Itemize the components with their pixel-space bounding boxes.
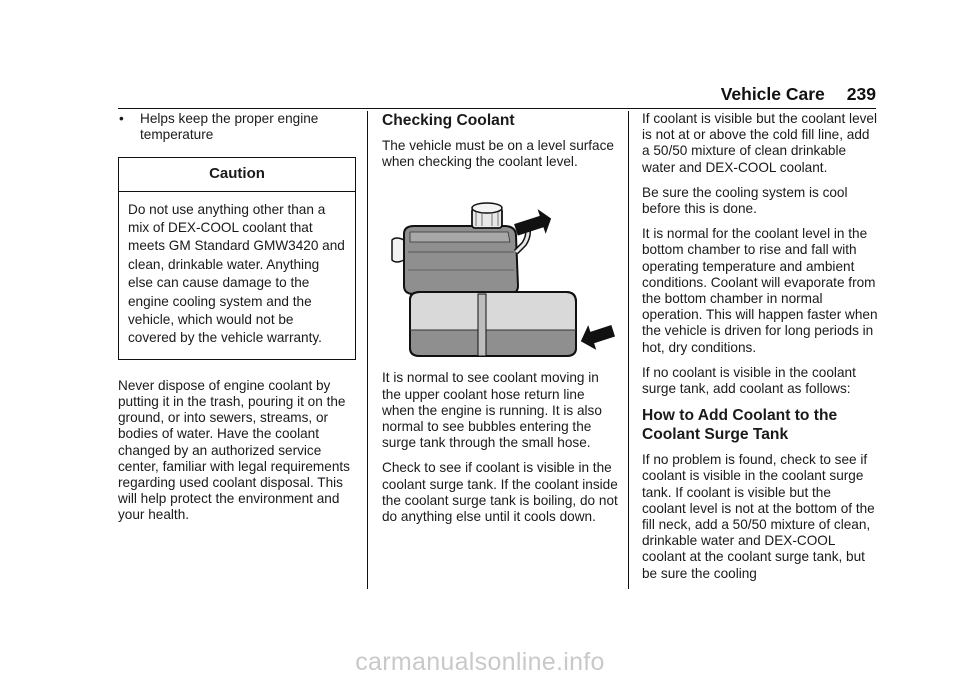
caution-text: Do not use anything other than a mix of DEX-COOL coolant that meets GM Standard GMW3420 and clean, drinkable water. Anything else can cause damage to the engine cooling system and the vehicle, which would not be covered by the vehicle warranty. bbox=[128, 201, 345, 346]
checking-coolant-heading: Checking Coolant bbox=[382, 112, 515, 129]
check-visible-paragraph: Check to see if coolant is visible in the coolant surge tank. If the coolant inside the coolant surge tank is boiling, do not do anything else until it cools down. bbox=[382, 460, 618, 525]
caution-title: Caution bbox=[119, 158, 355, 191]
header-rule bbox=[118, 108, 876, 109]
caution-box bbox=[118, 157, 356, 359]
level-rise-paragraph: It is normal for the coolant level in the bottom chamber to rise and fall with operating temperature and ambient conditions. Coolant will evaporate from the bottom chamber in normal operation. This will happen faster when the vehicle is driven for long periods in hot, dry conditions. bbox=[642, 226, 878, 355]
bullet-item bbox=[118, 111, 356, 143]
page-number: 239 bbox=[846, 84, 876, 104]
column-1 bbox=[118, 111, 356, 533]
cool-first-paragraph: Be sure the cooling system is cool before this is done. bbox=[642, 184, 848, 217]
site-watermark: carmanualsonline.info bbox=[355, 648, 605, 676]
hose-paragraph: It is normal to see coolant moving in the upper coolant hose return line when the engine is running. It is also normal to see bubbles entering the surge tank through the small hose. bbox=[382, 370, 602, 451]
add-mixture-paragraph: If coolant is visible but the coolant level is not at or above the cold fill line, add a 50/50 mixture of clean drinkable water and DEX-COOL coolant. bbox=[642, 111, 878, 175]
column-divider-2 bbox=[628, 111, 629, 589]
column-2 bbox=[382, 111, 618, 534]
section-title: Vehicle Care bbox=[720, 84, 825, 104]
column-divider-1 bbox=[367, 111, 368, 589]
no-coolant-paragraph: If no coolant is visible in the coolant surge tank, add coolant as follows: bbox=[642, 364, 856, 397]
bullet-text: Helps keep the proper engine temperature bbox=[140, 111, 319, 143]
add-coolant-paragraph: If no problem is found, check to see if coolant is visible in the coolant surge tank. If coolant is visible but the coolant level is not at the bottom of the fill neck, add a 50/50 mixture of clean, drinkable water and DEX-COOL coolant at the coolant surge tank, but be sure the cooling bbox=[642, 452, 875, 581]
column-3 bbox=[642, 111, 878, 591]
coolant-surge-tank-figure bbox=[382, 182, 618, 358]
surge-tank-illustration bbox=[382, 182, 618, 358]
bullet-mark: • bbox=[119, 111, 124, 126]
page-header bbox=[721, 84, 876, 105]
level-surface-paragraph: The vehicle must be on a level surface when checking the coolant level. bbox=[382, 138, 614, 170]
disposal-paragraph: Never dispose of engine coolant by putting it in the trash, pouring it on the ground, or into sewers, streams, or bodies of water. Have the coolant changed by an authorized service center, familiar with legal requirements regarding used coolant disposal. This will help protect the environment and your health. bbox=[118, 377, 350, 523]
how-to-add-heading: How to Add Coolant to the Coolant Surge Tank bbox=[642, 407, 838, 444]
